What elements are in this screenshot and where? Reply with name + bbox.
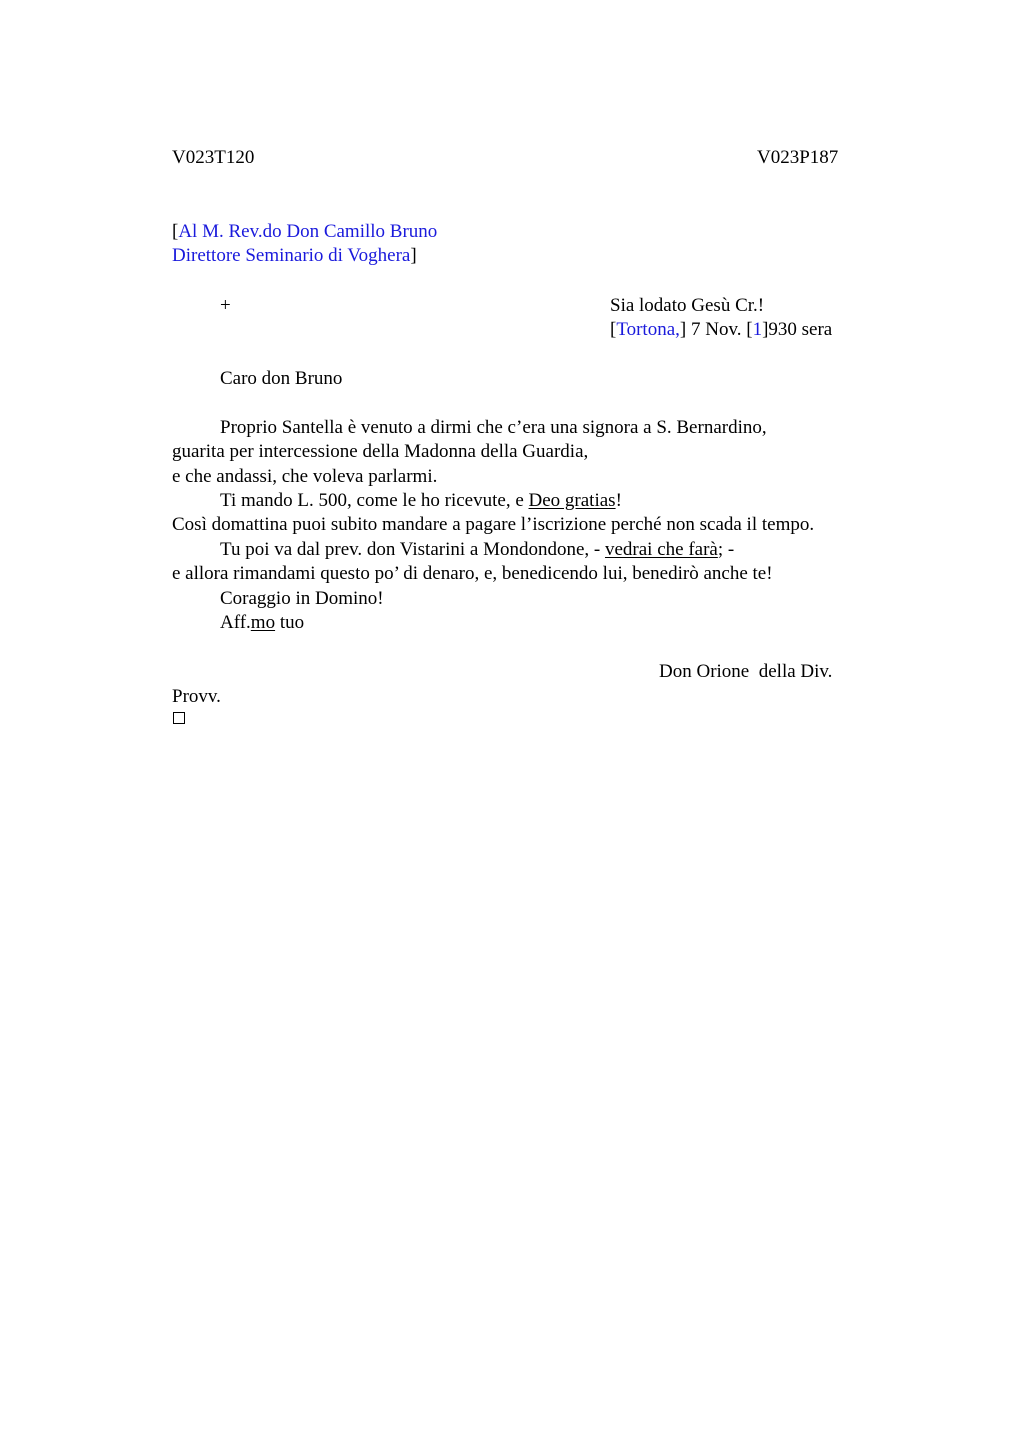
document-code-right: V023P187: [757, 147, 839, 168]
year-digit: 1: [752, 319, 763, 340]
text: !: [615, 490, 622, 511]
date-text: ] 7 Nov. [: [679, 319, 753, 340]
underlined-phrase: vedrai che farà: [604, 539, 718, 560]
bracket: ]: [410, 245, 417, 266]
text: Tu poi va dal prev. don Vistarini a Mondondone, -: [220, 539, 605, 560]
body-line-1: Proprio Santella è venuto a dirmi che c’era una signora a S. Bernardino,: [220, 417, 767, 438]
address-line-1: [172, 220, 437, 244]
address-title: Direttore Seminario di Voghera: [172, 245, 411, 266]
body-line-8: Coraggio in Domino!: [220, 588, 384, 609]
date-rest: ]930 sera: [762, 319, 833, 340]
text: Ti mando L. 500, come le ho ricevute, e: [220, 490, 529, 511]
motto: Sia lodato Gesù Cr.!: [610, 295, 765, 316]
body-line-3: e che andassi, che voleva parlarmi.: [172, 466, 438, 487]
body-line-6: [220, 538, 734, 562]
cross-symbol: +: [220, 295, 231, 316]
address-recipient: Al M. Rev.do Don Camillo Bruno: [178, 221, 438, 242]
place: Tortona,: [616, 319, 680, 340]
text: Aff.: [220, 612, 251, 633]
dateline: [610, 318, 832, 342]
underlined-phrase: Deo gratias: [528, 490, 616, 511]
underlined-abbrev: mo: [250, 612, 276, 633]
body-line-5: Così domattina puoi subito mandare a pagare l’iscrizione perché non scada il tempo.: [172, 514, 815, 535]
body-line-4: [220, 489, 622, 513]
signature-line-2: Provv.: [172, 686, 221, 707]
end-box-symbol: [173, 712, 185, 724]
closing: [220, 611, 304, 635]
document-code-left: V023T120: [172, 147, 255, 168]
signature-line-1: Don Orione della Div.: [659, 661, 833, 682]
body-line-7: e allora rimandami questo po’ di denaro, e, benedicendo lui, benedirò anche te!: [172, 563, 773, 584]
address-line-2: [172, 244, 417, 268]
text: ; -: [717, 539, 735, 560]
bracket: [: [172, 221, 179, 242]
body-line-2: guarita per intercessione della Madonna della Guardia,: [172, 441, 589, 462]
text: tuo: [275, 612, 305, 633]
salutation: Caro don Bruno: [220, 368, 343, 389]
bracket: [: [610, 319, 617, 340]
